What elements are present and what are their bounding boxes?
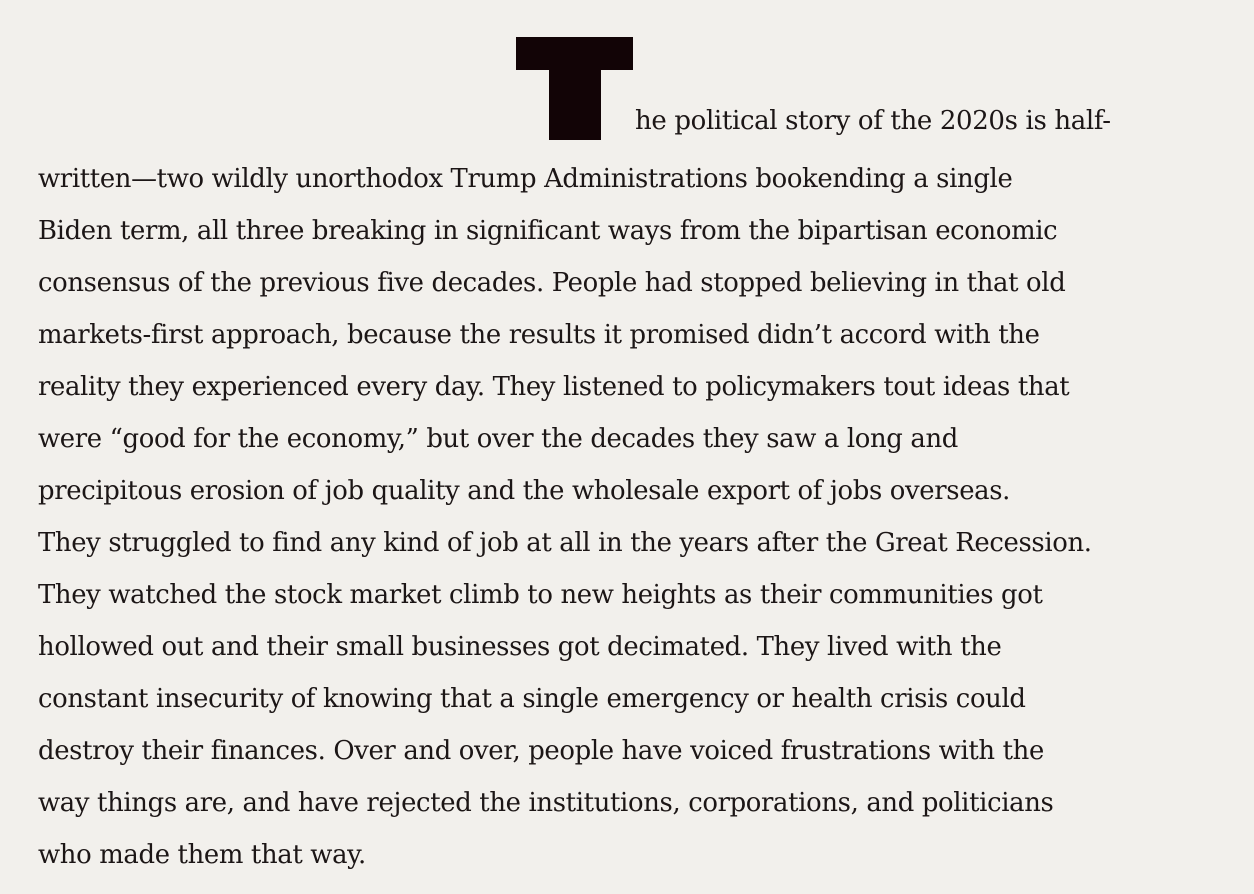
paragraph-line: way things are, and have rejected the institutions, corporations, and politicians	[38, 788, 1054, 818]
article-body	[38, 0, 1254, 894]
paragraph-line: who made them that way.	[38, 840, 366, 870]
paragraph-line: written—two wildly unorthodox Trump Administrations bookending a single	[38, 164, 1013, 194]
paragraph-line: reality they experienced every day. They listened to policymakers tout ideas that	[38, 372, 1070, 402]
paragraph-line: hollowed out and their small businesses got decimated. They lived with the	[38, 632, 1002, 662]
drop-cap-block	[516, 28, 633, 140]
paragraph-line: consensus of the previous five decades. People had stopped believing in that old	[38, 268, 1066, 298]
drop-cap-letter	[516, 37, 633, 140]
paragraph-line: markets-first approach, because the results it promised didn’t accord with the	[38, 320, 1040, 350]
first-line-text: he political story of the 2020s is half-	[635, 106, 1111, 136]
paragraph-line: precipitous erosion of job quality and the wholesale export of jobs overseas.	[38, 476, 1011, 506]
paragraph-line: were “good for the economy,” but over the decades they saw a long and	[38, 424, 959, 454]
paragraph-line: constant insecurity of knowing that a single emergency or health crisis could	[38, 684, 1026, 714]
paragraph-line: Biden term, all three breaking in significant ways from the bipartisan economic	[38, 216, 1058, 246]
paragraph-line: destroy their finances. Over and over, people have voiced frustrations with the	[38, 736, 1044, 766]
paragraph-line: They watched the stock market climb to new heights as their communities got	[38, 580, 1043, 610]
paragraph	[38, 153, 1254, 881]
paragraph-line: They struggled to find any kind of job at all in the years after the Great Recession.	[38, 528, 1092, 558]
